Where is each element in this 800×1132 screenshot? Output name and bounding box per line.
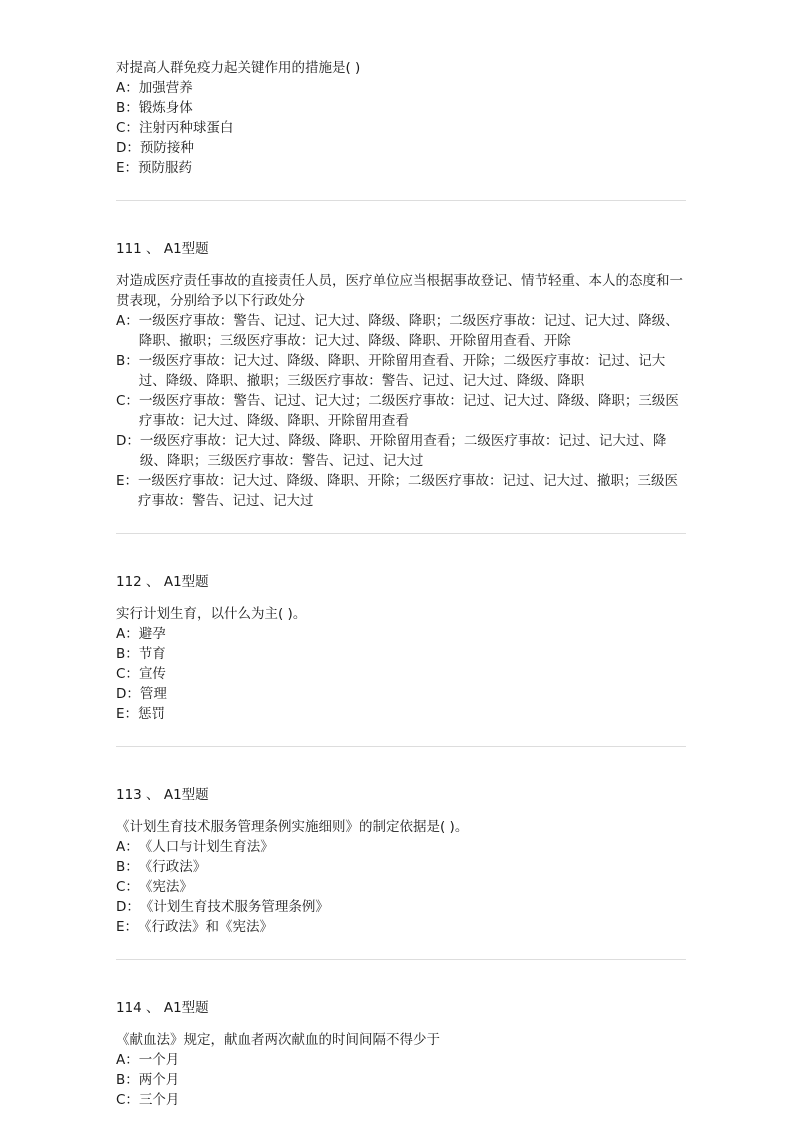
question-block-114 — [116, 998, 686, 1110]
divider — [116, 200, 686, 201]
option-a: A： 避孕 — [116, 626, 166, 642]
question-block-111 — [116, 239, 686, 511]
option-e: E： 《行政法》和《宪法》 — [116, 919, 274, 935]
question-block-110 — [116, 58, 686, 178]
option-c: C： 三个月 — [116, 1092, 180, 1108]
divider — [116, 533, 686, 534]
option-c: C： 一级医疗事故：警告、记过、记大过；二级医疗事故：记过、记大过、降级、降职；三级医疗事故：记大过、降级、降职、开除留用查看 — [116, 393, 679, 429]
option-e: E： 惩罚 — [116, 706, 166, 722]
option-a: A： 《人口与计划生育法》 — [116, 839, 274, 855]
question-text: 《计划生育技术服务管理条例实施细则》的制定依据是( )。 — [116, 819, 469, 835]
question-text: 对提高人群免疫力起关键作用的措施是( ) — [116, 60, 361, 76]
question-block-112 — [116, 572, 686, 724]
question-block-113 — [116, 785, 686, 937]
option-a: A： 一个月 — [116, 1052, 180, 1068]
option-e: E： 一级医疗事故：记大过、降级、降职、开除；二级医疗事故：记过、记大过、撤职；三级医疗事故：警告、记过、记大过 — [116, 473, 679, 509]
option-d: D： 一级医疗事故：记大过、降级、降职、开除留用查看；二级医疗事故：记过、记大过、降级、降职；三级医疗事故：警告、记过、记大过 — [116, 433, 667, 469]
option-d: D： 管理 — [116, 686, 167, 702]
option-d: D： 《计划生育技术服务管理条例》 — [116, 899, 329, 915]
question-text: 实行计划生育，以什么为主( )。 — [116, 606, 307, 622]
option-b: B： 《行政法》 — [116, 859, 207, 875]
question-text: 对造成医疗责任事故的直接责任人员，医疗单位应当根据事故登记、情节轻重、本人的态度和一贯表现，分别给予以下行政处分 — [116, 273, 683, 309]
option-a: A： 加强营养 — [116, 80, 193, 96]
option-b: B： 两个月 — [116, 1072, 180, 1088]
option-e: E： 预防服药 — [116, 160, 193, 176]
option-b: B： 一级医疗事故：记大过、降级、降职、开除留用查看、开除；二级医疗事故：记过、记大过、降级、降职、撤职；三级医疗事故：警告、记过、记大过、降级、降职 — [116, 353, 666, 389]
question-text: 《献血法》规定，献血者两次献血的时间间隔不得少于 — [116, 1032, 440, 1048]
option-d: D： 预防接种 — [116, 140, 194, 156]
divider — [116, 959, 686, 960]
divider — [116, 746, 686, 747]
question-number: 114 、 A1型题 — [116, 1000, 209, 1016]
option-b: B： 锻炼身体 — [116, 100, 193, 116]
option-c: C： 注射丙种球蛋白 — [116, 120, 234, 136]
question-number: 112 、 A1型题 — [116, 574, 209, 590]
question-number: 111 、 A1型题 — [116, 241, 209, 257]
option-c: C： 宣传 — [116, 666, 166, 682]
option-b: B： 节育 — [116, 646, 166, 662]
option-c: C： 《宪法》 — [116, 879, 193, 895]
option-a: A： 一级医疗事故：警告、记过、记大过、降级、降职；二级医疗事故：记过、记大过、降级、降职、撤职；三级医疗事故：记大过、降级、降职、开除留用查看、开除 — [116, 313, 679, 349]
question-number: 113 、 A1型题 — [116, 787, 209, 803]
document-page — [116, 58, 686, 1110]
